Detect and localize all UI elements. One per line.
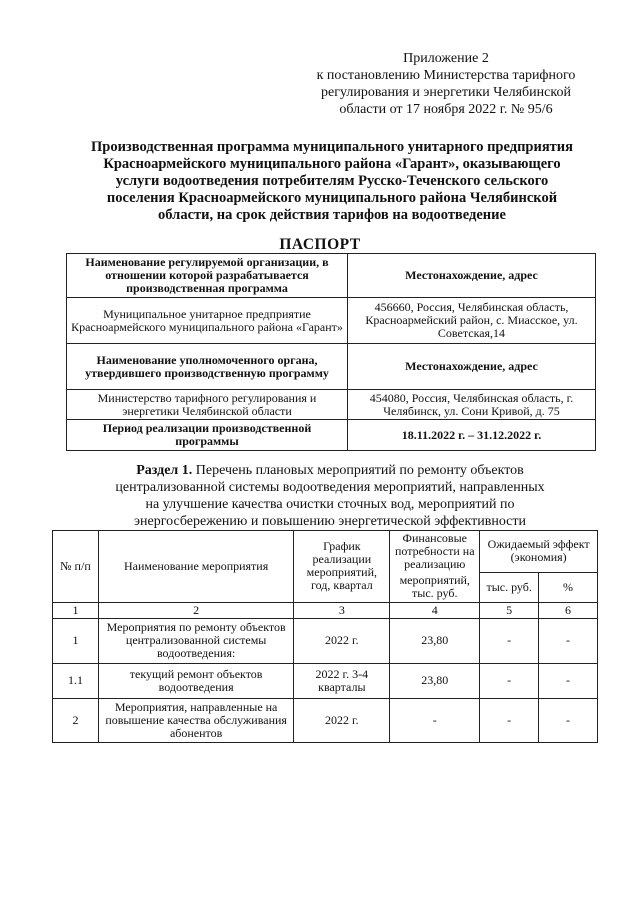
section-line: централизованной системы водоотведения мероприятий, направленных	[115, 480, 545, 495]
table-row	[53, 618, 598, 663]
row-num: 1.1	[53, 663, 99, 698]
appendix-line: регулирования и энергетики Челябинской	[321, 85, 571, 100]
passport-cell: Наименование уполномоченного органа, утвердившего производственную программу	[67, 344, 348, 390]
title-line: услуги водоотведения потребителям Русско-Теченского сельского	[115, 173, 549, 189]
row-finance: -	[390, 698, 480, 742]
header-effect-pct: %	[539, 572, 598, 602]
passport-cell: Министерство тарифного регулирования и энергетики Челябинской области	[67, 390, 348, 420]
row-schedule: 2022 г.	[294, 698, 390, 742]
section-line: на улучшение качества очистки сточных вод, мероприятий по	[145, 497, 515, 512]
title-line: Производственная программа муниципального унитарного предприятия	[90, 139, 574, 155]
title-line: поселения Красноармейского муниципального района Челябинской	[106, 190, 558, 206]
row-rub: -	[480, 698, 539, 742]
document-title	[72, 139, 592, 224]
passport-cell: 454080, Россия, Челябинская область, г. Челябинск, ул. Сони Кривой, д. 75	[348, 390, 596, 420]
header-schedule: График реализации мероприятий, год, квартал	[294, 531, 390, 603]
passport-cell: 18.11.2022 г. – 31.12.2022 г.	[348, 420, 596, 451]
index-cell: 6	[539, 602, 598, 618]
section-line: энергосбережению и повышению энергетической эффективности	[134, 514, 526, 529]
header-num: № п/п	[53, 531, 99, 603]
plan-table	[52, 530, 598, 743]
passport-cell: 456660, Россия, Челябинская область, Красноармейский район, с. Миасское, ул. Советская,14	[348, 298, 596, 344]
row-rub: -	[480, 618, 539, 663]
index-cell: 5	[480, 602, 539, 618]
appendix-note	[296, 50, 596, 118]
table-row	[53, 698, 598, 742]
row-num: 2	[53, 698, 99, 742]
table-row	[53, 663, 598, 698]
header-effect-rub: тыс. руб.	[480, 572, 539, 602]
header-name: Наименование мероприятия	[98, 531, 294, 603]
row-name: текущий ремонт объектов водоотведения	[98, 663, 294, 698]
passport-heading: ПАСПОРТ	[279, 236, 361, 253]
title-line: области, на срок действия тарифов на водоотведение	[158, 207, 506, 223]
appendix-line: к постановлению Министерства тарифного	[316, 68, 576, 83]
passport-cell: Местонахождение, адрес	[348, 344, 596, 390]
row-name: Мероприятия, направленные на повышение качества обслуживания абонентов	[98, 698, 294, 742]
header-effect: Ожидаемый эффект (экономия)	[480, 531, 598, 573]
section-label: Раздел 1.	[136, 463, 193, 478]
title-line: Красноармейского муниципального района «Гарант», оказывающего	[103, 156, 561, 172]
index-cell: 1	[53, 602, 99, 618]
row-pct: -	[539, 698, 598, 742]
row-num: 1	[53, 618, 99, 663]
appendix-line: Приложение 2	[403, 51, 489, 66]
appendix-line: области от 17 ноября 2022 г. № 95/6	[339, 102, 553, 117]
row-pct: -	[539, 618, 598, 663]
row-finance: 23,80	[390, 663, 480, 698]
row-name: Мероприятия по ремонту объектов централизованной системы водоотведения:	[98, 618, 294, 663]
passport-cell: Наименование регулируемой организации, в отношении которой разрабатывается производственная программа	[67, 254, 348, 298]
section-heading	[60, 462, 600, 530]
row-schedule: 2022 г. 3-4 кварталы	[294, 663, 390, 698]
row-pct: -	[539, 663, 598, 698]
index-cell: 3	[294, 602, 390, 618]
passport-cell: Местонахождение, адрес	[348, 254, 596, 298]
passport-cell: Период реализации производственной программы	[67, 420, 348, 451]
section-line: Перечень плановых мероприятий по ремонту объектов	[195, 463, 524, 478]
passport-table	[66, 253, 596, 451]
header-finance-unit: мероприятий, тыс. руб.	[390, 572, 480, 602]
header-finance: Финансовые потребности на реализацию	[390, 531, 480, 573]
index-cell: 4	[390, 602, 480, 618]
row-finance: 23,80	[390, 618, 480, 663]
passport-cell: Муниципальное унитарное предприятие Красноармейского муниципального района «Гарант»	[67, 298, 348, 344]
index-cell: 2	[98, 602, 294, 618]
row-rub: -	[480, 663, 539, 698]
row-schedule: 2022 г.	[294, 618, 390, 663]
